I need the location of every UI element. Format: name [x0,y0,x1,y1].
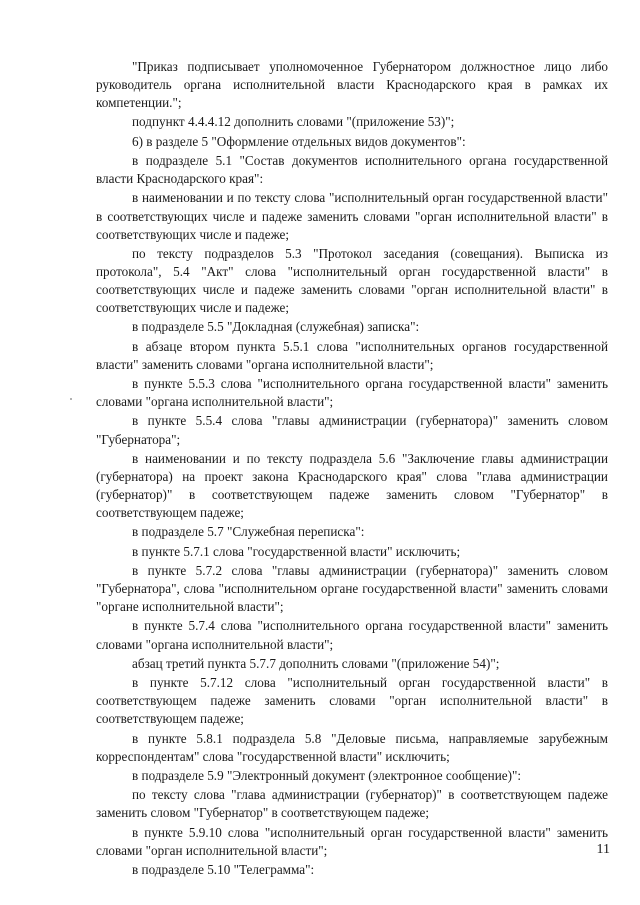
paragraph-7: в подразделе 5.5 "Докладная (служебная) записка": [132,319,420,335]
document-body [96,58,608,880]
paragraph-5: в наименовании и по тексту слова "исполнительный орган государственной власти" в соответствующих числе и падеже заменить словами "орган исполнительной власти" в соответствующих числе и падеже; [96,190,608,242]
paragraph-9: в пункте 5.5.3 слова "исполнительного органа государственной власти" заменить словами "органа исполнительной власти"; [96,376,608,410]
paragraph-10: в пункте 5.5.4 слова "главы администрации (губернатора)" заменить словом "Губернатора"; [96,413,608,447]
paragraph-2: подпункт 4.4.4.12 дополнить словами "(приложение 53)"; [132,114,455,130]
paragraph-19: в подразделе 5.9 "Электронный документ (электронное сообщение)": [132,767,522,783]
paragraph-12: в подразделе 5.7 "Служебная переписка": [132,524,365,540]
paragraph-16: абзац третий пункта 5.7.7 дополнить словами "(приложение 54)"; [132,655,500,671]
paragraph-1: "Приказ подписывает уполномоченное Губернатором должностное лицо либо руководитель органа исполнительной власти Краснодарского края в рамках их компетенции."; [96,59,608,111]
paragraph-17: в пункте 5.7.12 слова "исполнительный орган государственной власти" в соответствующем падеже заменить словами "орган исполнительной власти" в соответствующем падеже; [96,675,608,727]
paragraph-21: в пункте 5.9.10 слова "исполнительный орган государственной власти" заменить словами "орган исполнительной власти"; [96,824,608,858]
paragraph-6: по тексту подразделов 5.3 "Протокол заседания (совещания). Выписка из протокола", 5.4 "Акт" слова "исполнительный орган государственной власти" в соответствующих числе и падеже заменить словами "орган исполнительной власти" в соответствующих числе и падеже; [96,245,608,316]
paragraph-20: по тексту слова "глава администрации (губернатор)" в соответствующем падеже заменить словом "Губернатор" в соответствующем падеже; [96,787,608,821]
page-number: 11 [596,842,610,857]
paragraph-11: в наименовании и по тексту подраздела 5.6 "Заключение главы администрации (губернатора) на проект закона Краснодарского края" слова "глава администрации (губернатор)" в соответствующем падеже заменить словом "Губернатор" в соответствующем падеже; [96,450,608,521]
paragraph-14: в пункте 5.7.2 слова "главы администрации (губернатора)" заменить словом "Губернатора", слова "исполнительном органе государственной власти" заменить словами "органе исполнительной власти"; [96,562,608,615]
paragraph-15: в пункте 5.7.4 слова "исполнительного органа государственной власти" заменить словами "органа исполнительной власти"; [96,618,608,652]
paragraph-22: в подразделе 5.10 "Телеграмма": [132,861,315,877]
paragraph-18: в пункте 5.8.1 подраздела 5.8 "Деловые письма, направляемые зарубежным корреспондентам" слова "государственной власти" исключить; [96,730,608,764]
paragraph-4: в подразделе 5.1 "Состав документов исполнительного органа государственной власти Краснодарского края": [96,153,608,187]
paragraph-13: в пункте 5.7.1 слова "государственной власти" исключить; [132,543,461,559]
paragraph-3: 6) в разделе 5 "Оформление отдельных видов документов": [132,133,466,149]
paragraph-8: в абзаце втором пункта 5.5.1 слова "исполнительных органов государственной власти" заменить словами "органа исполнительной власти"; [96,338,608,372]
margin-mark [70,398,72,400]
